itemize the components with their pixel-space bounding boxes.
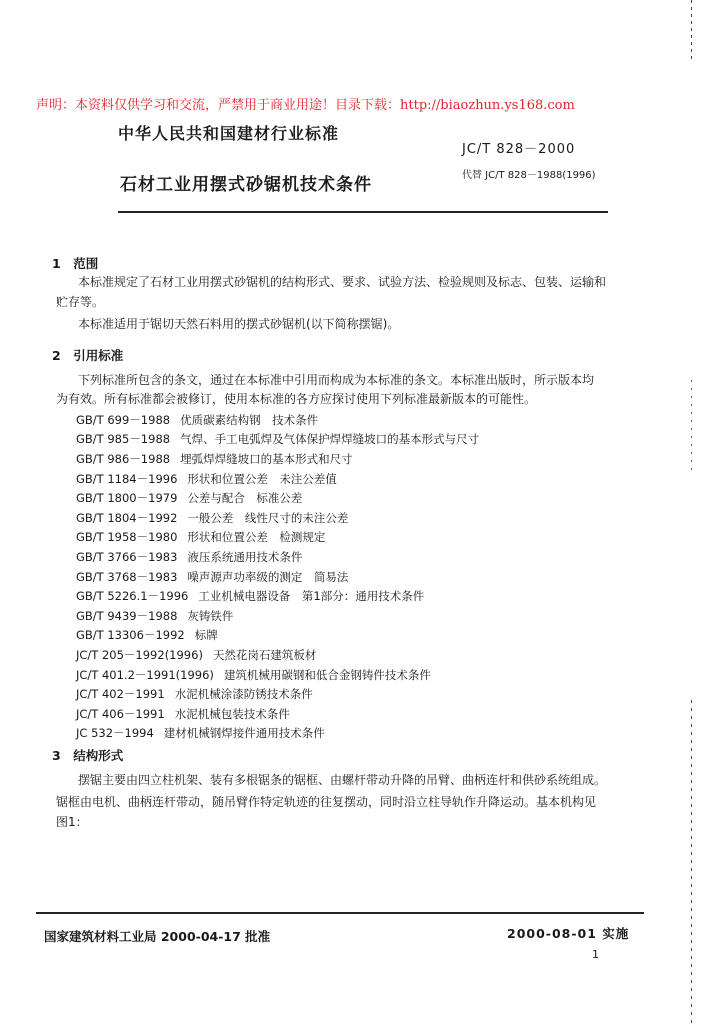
section-2-heading: 2 引用标准 bbox=[52, 348, 124, 363]
reference-title: 形状和位置公差 检测规定 bbox=[187, 530, 326, 545]
standard-code: JC/T 828－2000 bbox=[462, 142, 576, 157]
reference-item bbox=[76, 508, 479, 528]
reference-code: GB/T 9439－1988 bbox=[76, 608, 178, 623]
reference-item bbox=[76, 430, 479, 450]
reference-code: GB/T 13306－1992 bbox=[76, 628, 185, 643]
scan-edge-mark bbox=[690, 0, 693, 1024]
reference-code: GB/T 1804－1992 bbox=[76, 510, 178, 525]
reference-item bbox=[76, 684, 479, 704]
footer-divider bbox=[36, 912, 644, 914]
reference-title: 天然花岗石建筑板材 bbox=[212, 647, 317, 662]
reference-title: 优质碳素结构钢 技术条件 bbox=[180, 412, 319, 427]
reference-title: 一般公差 线性尺寸的未注公差 bbox=[187, 510, 349, 525]
reference-code: GB/T 1184－1996 bbox=[76, 471, 178, 486]
reference-title: 建材机械钢焊接件通用技术条件 bbox=[163, 726, 325, 741]
standard-body: 中华人民共和国建材行业标准 bbox=[118, 124, 340, 143]
reference-code: JC/T 401.2－1991(1996) bbox=[76, 667, 214, 682]
reference-item bbox=[76, 606, 479, 626]
reference-code: GB/T 3766－1983 bbox=[76, 549, 178, 564]
reference-item bbox=[76, 410, 479, 430]
approval-date: 国家建筑材料工业局 2000-04-17 批准 bbox=[44, 929, 271, 944]
reference-code: GB/T 986－1988 bbox=[76, 451, 171, 466]
reference-code: JC/T 406－1991 bbox=[76, 706, 165, 721]
reference-title: 建筑机械用碳钢和低合金钢铸件技术条件 bbox=[223, 667, 431, 682]
reference-title: 水泥机械包装技术条件 bbox=[174, 706, 290, 721]
reference-code: GB/T 5226.1－1996 bbox=[76, 589, 189, 604]
reference-title: 标牌 bbox=[194, 628, 218, 643]
section-3-line2: 锯框由电机、曲柄连杆带动，随吊臂作特定轨迹的往复摆动，同时沿立柱导轨作升降运动。基本机构见 bbox=[56, 795, 597, 809]
reference-code: GB/T 699－1988 bbox=[76, 412, 171, 427]
copyright-notice: 声明：本资料仅供学习和交流，严禁用于商业用途！目录下载：http://biaozhun.ys168.com bbox=[36, 98, 575, 113]
reference-item bbox=[76, 645, 479, 665]
reference-code: JC/T 402－1991 bbox=[76, 687, 165, 702]
reference-item bbox=[76, 665, 479, 685]
document-title: 石材工业用摆式砂锯机技术条件 bbox=[120, 175, 372, 195]
section-3-line3: 图1： bbox=[56, 815, 88, 829]
reference-item bbox=[76, 469, 479, 489]
reference-title: 公差与配合 标准公差 bbox=[187, 491, 303, 506]
reference-code: GB/T 1958－1980 bbox=[76, 530, 178, 545]
reference-title: 液压系统通用技术条件 bbox=[187, 549, 303, 564]
reference-title: 埋弧焊焊缝坡口的基本形式和尺寸 bbox=[180, 451, 353, 466]
reference-item bbox=[76, 586, 479, 606]
section-2-intro-line2: 为有效。所有标准都会被修订，使用本标准的各方应探讨使用下列标准最新版本的可能性。 bbox=[56, 392, 537, 406]
reference-title: 工业机械电器设备 第1部分：通用技术条件 bbox=[198, 589, 425, 604]
reference-code: JC 532－1994 bbox=[76, 726, 154, 741]
reference-item bbox=[76, 724, 479, 744]
reference-title: 噪声源声功率级的测定 简易法 bbox=[187, 569, 349, 584]
reference-title: 形状和位置公差 未注公差值 bbox=[187, 471, 337, 486]
reference-item bbox=[76, 704, 479, 724]
reference-item bbox=[76, 449, 479, 469]
reference-code: GB/T 1800－1979 bbox=[76, 491, 178, 506]
section-1-heading: 1 范围 bbox=[52, 256, 99, 271]
replaces-note: 代替 JC/T 828－1988(1996) bbox=[462, 170, 596, 181]
reference-title: 气焊、手工电弧焊及气体保护焊焊缝坡口的基本形式与尺寸 bbox=[180, 432, 480, 447]
section-1-paragraph-line2: 贮存等。 bbox=[56, 295, 105, 309]
reference-list bbox=[76, 410, 479, 743]
page-number: 1 bbox=[592, 948, 599, 961]
reference-item bbox=[76, 626, 479, 646]
reference-code: GB/T 985－1988 bbox=[76, 432, 171, 447]
section-3-heading: 3 结构形式 bbox=[52, 748, 124, 763]
reference-item bbox=[76, 528, 479, 548]
reference-item bbox=[76, 488, 479, 508]
reference-title: 灰铸铁件 bbox=[187, 608, 234, 623]
section-2-intro-line1: 下列标准所包含的条文，通过在本标准中引用而构成为本标准的条文。本标准出版时，所示版本均 bbox=[78, 373, 595, 387]
reference-title: 水泥机械涂漆防锈技术条件 bbox=[174, 687, 313, 702]
section-3-line1: 摆锯主要由四立柱机架、装有多根锯条的锯框、由螺杆带动升降的吊臂、曲柄连杆和供砂系统组成。 bbox=[78, 773, 607, 787]
section-1-scope-paragraph: 本标准适用于锯切天然石料用的摆式砂锯机(以下简称摆锯)。 bbox=[78, 317, 400, 331]
header-divider bbox=[118, 211, 608, 213]
section-1-paragraph-line1: 本标准规定了石材工业用摆式砂锯机的结构形式、要求、试验方法、检验规则及标志、包装、运输和 bbox=[78, 275, 607, 289]
implementation-date: 2000-08-01 实施 bbox=[507, 926, 630, 941]
reference-item bbox=[76, 547, 479, 567]
reference-item bbox=[76, 567, 479, 587]
reference-code: GB/T 3768－1983 bbox=[76, 569, 178, 584]
reference-code: JC/T 205－1992(1996) bbox=[76, 647, 203, 662]
